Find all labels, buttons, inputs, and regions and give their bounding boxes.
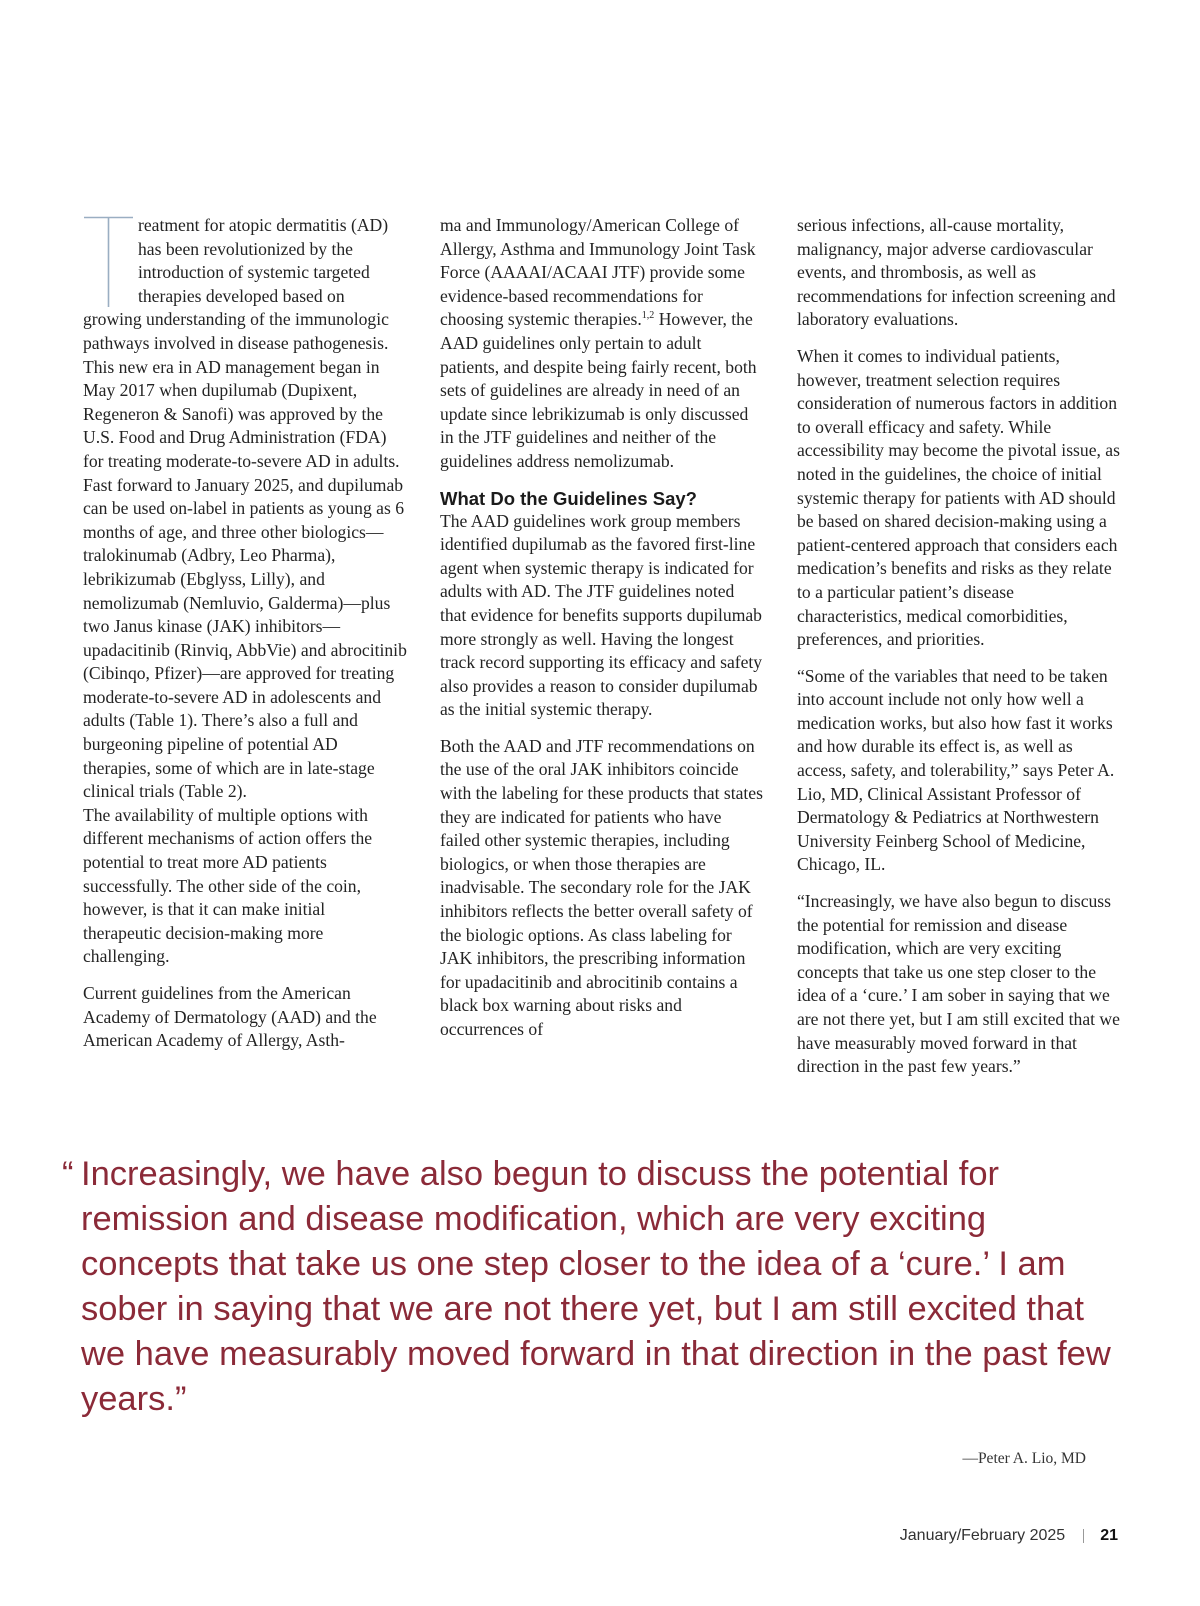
paragraph-lio-quote-1: “Some of the variables that need to be taken into account include not only how well a medication works, but also how fast it works and how durable its effect is, as well as access, safety, and tolerability,” says Peter A. Lio, MD, Clinical Assistant Professor of Dermatology & Pediatrics at Northwestern University Feinberg School of Medicine, Chicago, IL. [797,665,1115,875]
drop-cap-letter [83,208,150,318]
page-number: 21 [1100,1527,1118,1544]
paragraph-infections: serious infections, all-cause mortality, malignancy, major adverse cardiovascular events, and thrombosis, as well as recommendations for infection screening and laboratory evaluations. [797,215,1116,330]
drop-cap [83,216,136,308]
pull-quote-open-mark: “ [62,1155,74,1193]
page-footer [900,1527,1118,1545]
pull-quote-text: Increasingly, we have also begun to discuss the potential for remission and disease modification, which are very exciting concepts that take us one step closer to the idea of a ‘cure.’ I am sober in saying that we are not there yet, but I am still excited that we have measurably moved forward in that direction in the past few years.” [81,1155,1111,1418]
paragraph-intro: reatment for atopic dermatitis (AD) has been revolutionized by the introduction of systemic targeted therapies developed based on growing understanding of the immunologic pathways involved in disease pathogenesis. This new era in AD management began in May 2017 when dupilumab (Dupixent, Regeneron & Sanofi) was approved by the U.S. Food and Drug Administration (FDA) for treating moderate-to-severe AD in adults. Fast forward to January 2025, and dupilumab can be used on-label in patients as young as 6 months of age, and three other biologics—tralokinumab (Adbry, Leo Pharma), lebrikizumab (Ebglyss, Lilly), and nemolizumab (Nemluvio, Galderma)—plus two Janus kinase (JAK) inhibitors—upadacitinib (Rinviq, AbbVie) and abrocitinib (Cibinqo, Pfizer)—are approved for treating moderate-to-severe AD in adolescents and adults (Table 1). There’s also a full and burgeoning pipeline of potential AD therapies, some of which are in late-stage clinical trials (Table 2). [83,215,407,802]
paragraph-guidelines-start: Current guidelines from the American Academy of Dermatology (AAD) and the American Academy of Allergy, Asth- [83,983,377,1051]
citation-superscript: 1,2 [641,310,655,322]
column-1 [83,214,407,1053]
pull-quote-attribution: —Peter A. Lio, MD [962,1450,1086,1467]
section-heading: What Do the Guidelines Say? [440,487,697,509]
paragraph-individual-patients: When it comes to individual patients, however, treatment selection requires consideration of numerous factors in addition to overall efficacy and safety. While accessibility may become the pivotal issue, as noted in the guidelines, the choice of initial systemic therapy for patients with AD should be based on shared decision-making using a patient-centered approach that considers each medication’s benefits and risks as they relate to a particular patient’s disease characteristics, medical comorbidities, preferences, and priorities. [797,345,1120,650]
pull-quote [62,1152,1122,1422]
paragraph-aad-work-group: The AAD guidelines work group members identified dupilumab as the favored first-line agent when systemic therapy is indicated for adults with AD. The JTF guidelines noted that evidence for benefits supports dupilumab more strongly as well. Having the longest track record supporting its efficacy and safety also provides a reason to consider dupilumab as the initial systemic therapy. [440,510,763,720]
guidelines-text-a: ma and Immunology/American College of Allergy, Asthma and Immunology Joint Task Force (AAAAI/ACAAI JTF) provide some evidence-based recommendations for choosing systemic therapies. [440,215,756,330]
footer-divider [1083,1529,1084,1543]
article-body [83,214,1123,1134]
issue-date: January/February 2025 [899,1527,1066,1544]
column-2 [440,214,764,1042]
intro-paragraph-wrap [83,214,407,804]
paragraph-options: The availability of multiple options with different mechanisms of action offers the potential to treat more AD patients successfully. The other side of the coin, however, is that it can make initial therapeutic decision-making more challenging. [83,804,373,967]
column-3 [797,214,1121,1079]
paragraph-jak-inhibitors: Both the AAD and JTF recommendations on the use of the oral JAK inhibitors coincide with the labeling for these products that states they are indicated for patients who have failed other systemic therapies, including biologics, or when those therapies are inadvisable. The secondary role for the JAK inhibitors reflects the better overall safety of the biologic options. As class labeling for JAK inhibitors, the prescribing information for upadacitinib and abrocitinib contains a black box warning about risks and occurrences of [440,735,763,1039]
guidelines-text-b: However, the AAD guidelines only pertain to adult patients, and despite being fairly recent, both sets of guidelines are already in need of an update since lebrikizumab is only discussed in the JTF guidelines and neither of the guidelines address nemolizumab. [440,309,757,471]
paragraph-guidelines-cont [440,214,764,474]
paragraph-lio-quote-2: “Increasingly, we have also begun to discuss the potential for remission and disease modification, which are very exciting concepts that take us one step closer to the idea of a ‘cure.’ I am sober in saying that we are not there yet, but I am still excited that we have measurably moved forward in that direction in the past few years.” [797,891,1120,1077]
